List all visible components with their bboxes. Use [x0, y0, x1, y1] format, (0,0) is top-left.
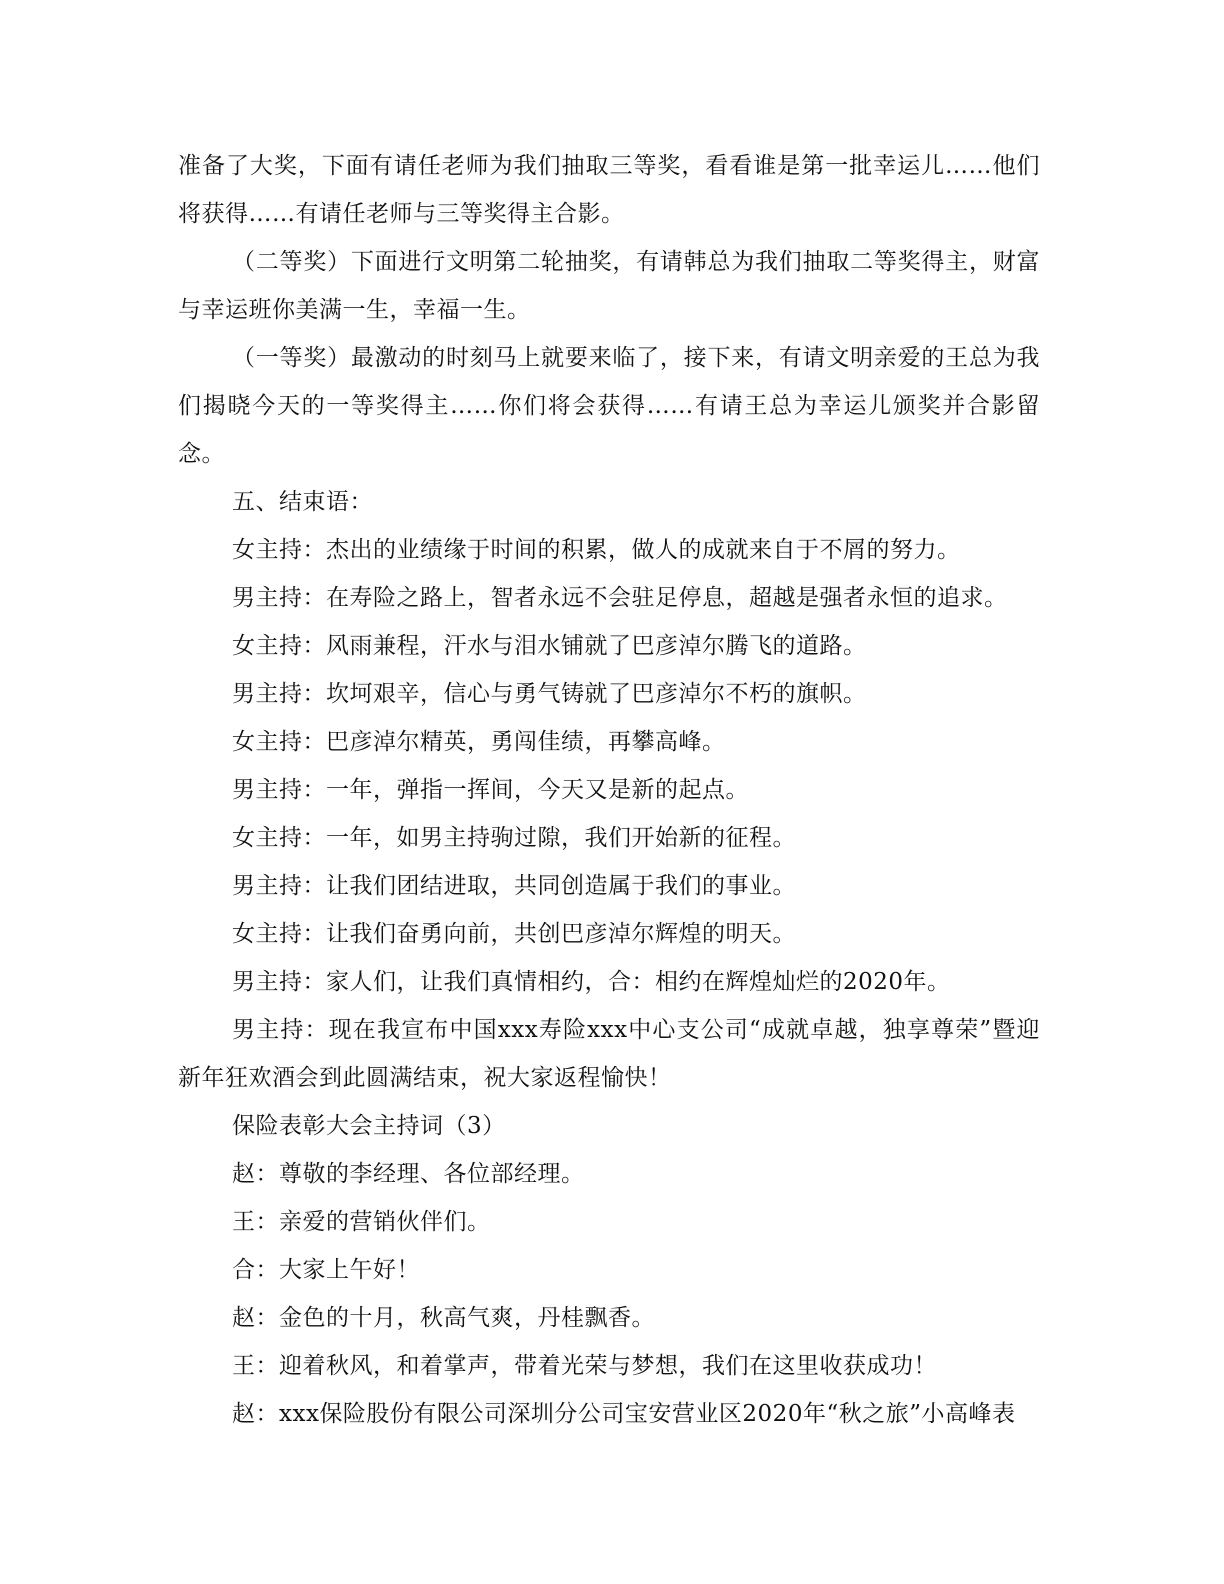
- dialogue-line: 赵：尊敬的李经理、各位部经理。: [232, 1161, 585, 1187]
- section-heading-closing: 五、结束语：: [232, 489, 373, 515]
- dialogue-line: 王：迎着秋风，和着掌声，带着光荣与梦想，我们在这里收获成功！: [232, 1353, 937, 1379]
- dialogue-line: 合：大家上午好！: [232, 1257, 420, 1283]
- dialogue-line: 赵：xxx保险股份有限公司深圳分公司宝安营业区2020年“秋之旅”小高峰表: [232, 1401, 1016, 1427]
- paragraph-prize-first: （一等奖）最激动的时刻马上就要来临了，接下来，有请文明亲爱的王总为我们揭晓今天的一等奖得主……你们将会获得……有请王总为幸运儿颁奖并合影留念。: [178, 345, 1040, 467]
- dialogue-line: 女主持：巴彦淖尔精英，勇闯佳绩，再攀高峰。: [232, 729, 726, 755]
- dialogue-line: 女主持：一年，如男主持驹过隙，我们开始新的征程。: [232, 825, 796, 851]
- dialogue-line: 男主持：家人们，让我们真情相约，合：相约在辉煌灿烂的2020年。: [232, 969, 951, 995]
- closing-announcement: 男主持：现在我宣布中国xxx寿险xxx中心支公司“成就卓越，独享尊荣”暨迎新年狂欢酒会到此圆满结束，祝大家返程愉快！: [178, 1017, 1040, 1091]
- paragraph-prize-third-continued: 准备了大奖，下面有请任老师为我们抽取三等奖，看看谁是第一批幸运儿……他们将获得……有请任老师与三等奖得主合影。: [178, 153, 1040, 227]
- dialogue-line: 女主持：杰出的业绩缘于时间的积累，做人的成就来自于不屑的努力。: [232, 537, 961, 563]
- dialogue-line: 男主持：一年，弹指一挥间，今天又是新的起点。: [232, 777, 749, 803]
- dialogue-line: 男主持：坎坷艰辛，信心与勇气铸就了巴彦淖尔不朽的旗帜。: [232, 681, 867, 707]
- dialogue-line: 女主持：让我们奋勇向前，共创巴彦淖尔辉煌的明天。: [232, 921, 796, 947]
- document-page: [178, 142, 1040, 1438]
- dialogue-line: 赵：金色的十月，秋高气爽，丹桂飘香。: [232, 1305, 655, 1331]
- dialogue-line: 王：亲爱的营销伙伴们。: [232, 1209, 491, 1235]
- dialogue-line: 男主持：让我们团结进取，共同创造属于我们的事业。: [232, 873, 796, 899]
- dialogue-line: 男主持：在寿险之路上，智者永远不会驻足停息，超越是强者永恒的追求。: [232, 585, 1008, 611]
- section-title-speech-3: 保险表彰大会主持词（3）: [232, 1113, 506, 1139]
- paragraph-prize-second: （二等奖）下面进行文明第二轮抽奖，有请韩总为我们抽取二等奖得主，财富与幸运班你美满一生，幸福一生。: [178, 249, 1040, 323]
- dialogue-line: 女主持：风雨兼程，汗水与泪水铺就了巴彦淖尔腾飞的道路。: [232, 633, 867, 659]
